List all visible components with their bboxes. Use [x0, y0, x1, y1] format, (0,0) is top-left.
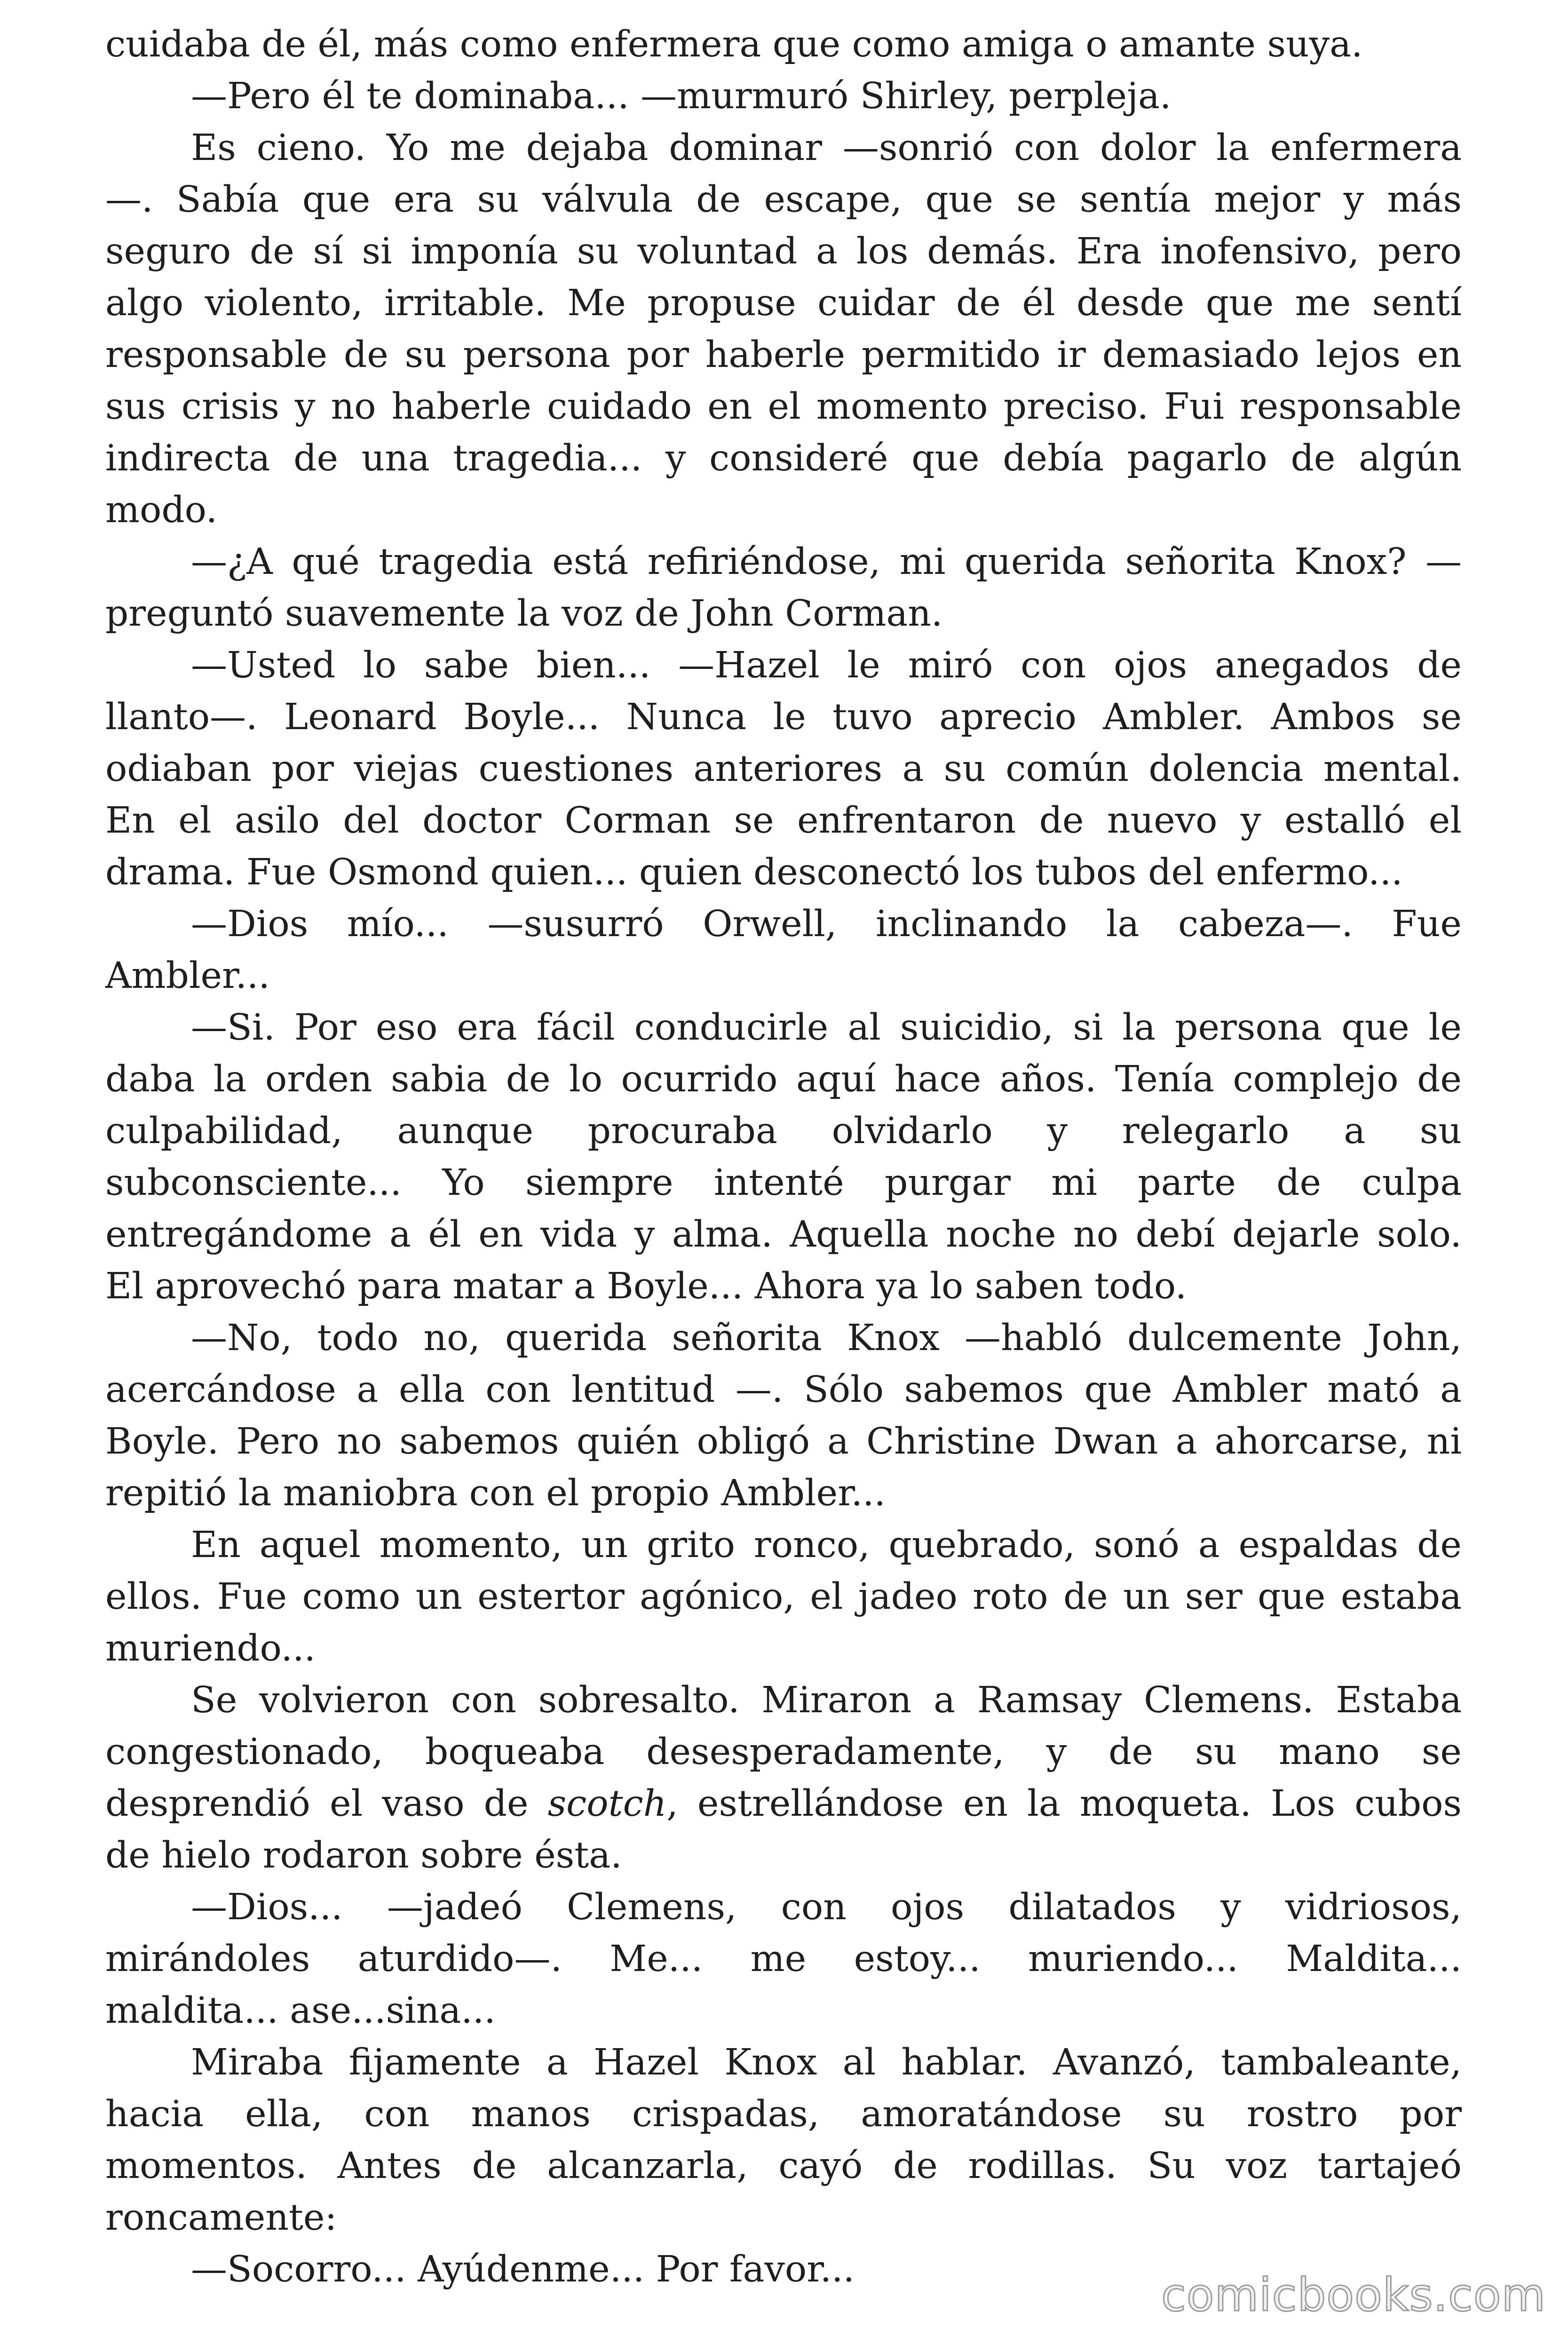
text-line: algo violento, irritable. Me propuse cuidar de él desde que me sentí: [105, 282, 1462, 324]
text-segment: desprendió el vaso de: [105, 1783, 548, 1825]
text-line: sus crisis y no haberle cuidado en el momento preciso. Fui responsable: [105, 386, 1462, 428]
paragraph: [105, 536, 1462, 640]
text-line: Miraba fijamente a Hazel Knox al hablar. Avanzó, tambaleante,: [191, 2042, 1462, 2083]
text-line: —No, todo no, querida señorita Knox —habló dulcemente John,: [191, 1317, 1462, 1359]
text-line: seguro de sí si imponía su voluntad a los demás. Era inofensivo, pero: [105, 230, 1462, 272]
text-line: muriendo...: [105, 1628, 316, 1669]
text-line: mirándoles aturdido—. Me... me estoy... muriendo... Maldita...: [105, 1938, 1462, 1980]
watermark: comicbooks.com: [1161, 2269, 1546, 2321]
paragraph: [105, 898, 1462, 1002]
text-line: preguntó suavemente la voz de John Corman.: [105, 593, 943, 635]
paragraph: [105, 1675, 1462, 1882]
paragraph: [105, 71, 1462, 122]
text-line: drama. Fue Osmond quien... quien desconectó los tubos del enfermo...: [105, 851, 1403, 893]
text-line: Es cieno. Yo me dejaba dominar —sonrió con dolor la enfermera: [191, 127, 1462, 169]
text-line: responsable de su persona por haberle permitido ir demasiado lejos en: [105, 334, 1462, 376]
text-line: —Si. Por eso era fácil conducirle al suicidio, si la persona que le: [191, 1007, 1462, 1049]
text-line: culpabilidad, aunque procuraba olvidarlo y relegarlo a su: [105, 1110, 1462, 1152]
paragraph: [105, 640, 1462, 898]
text-line: Se volvieron con sobresalto. Miraron a Ramsay Clemens. Estaba: [191, 1679, 1462, 1721]
text-line: cuidaba de él, más como enfermera que como amiga o amante suya.: [105, 24, 1363, 65]
text-line: ellos. Fue como un estertor agónico, el jadeo roto de un ser que estaba: [105, 1576, 1462, 1618]
italic-word: scotch: [547, 1783, 667, 1825]
text-line: entregándome a él en vida y alma. Aquella noche no debí dejarle solo.: [105, 1214, 1462, 1255]
text-line: roncamente:: [105, 2197, 337, 2239]
text-line: maldita... ase...sina...: [105, 1990, 496, 2032]
paragraph: [105, 19, 1462, 71]
text-segment: , estrellándose en la moqueta. Los cubos: [666, 1783, 1462, 1825]
paragraph: [105, 2037, 1462, 2244]
paragraph: [105, 122, 1462, 536]
text-line: indirecta de una tragedia... y consideré que debía pagarlo de algún: [105, 437, 1462, 479]
book-page: [105, 19, 1462, 2296]
text-line: El aprovechó para matar a Boyle... Ahora ya lo saben todo.: [105, 1265, 1187, 1307]
text-line: modo.: [105, 489, 218, 531]
text-line: daba la orden sabia de lo ocurrido aquí hace años. Tenía complejo de: [105, 1058, 1462, 1100]
text-line: Ambler...: [105, 955, 270, 997]
text-line: odiaban por viejas cuestiones anteriores a su común dolencia mental.: [105, 748, 1462, 790]
text-line: Boyle. Pero no sabemos quién obligó a Christine Dwan a ahorcarse, ni: [105, 1421, 1462, 1462]
text-line: —. Sabía que era su válvula de escape, que se sentía mejor y más: [105, 179, 1462, 221]
text-line: repitió la maniobra con el propio Ambler...: [105, 1472, 886, 1514]
text-line: momentos. Antes de alcanzarla, cayó de rodillas. Su voz tartajeó: [105, 2145, 1462, 2187]
text-line: acercándose a ella con lentitud —. Sólo sabemos que Ambler mató a: [105, 1369, 1462, 1411]
paragraph: [105, 1002, 1462, 1312]
text-line: [105, 1778, 1462, 1830]
text-line: En el asilo del doctor Corman se enfrentaron de nuevo y estalló el: [105, 800, 1462, 842]
text-line: —¿A qué tragedia está refiriéndose, mi querida señorita Knox? —: [191, 541, 1462, 583]
paragraph: [105, 1882, 1462, 2037]
text-line: —Socorro... Ayúdenme... Por favor...: [191, 2249, 855, 2290]
text-line: subconsciente... Yo siempre intenté purgar mi parte de culpa: [105, 1162, 1462, 1204]
text-line: congestionado, boqueaba desesperadamente, y de su mano se: [105, 1731, 1462, 1773]
text-line: —Usted lo sabe bien... —Hazel le miró con ojos anegados de: [191, 644, 1462, 686]
text-line: llanto—. Leonard Boyle... Nunca le tuvo aprecio Ambler. Ambos se: [105, 696, 1462, 738]
paragraph: [105, 1312, 1462, 1519]
text-line: de hielo rodaron sobre ésta.: [105, 1835, 622, 1876]
text-line: —Pero él te dominaba... —murmuró Shirley, perpleja.: [191, 75, 1172, 117]
text-line: En aquel momento, un grito ronco, quebrado, sonó a espaldas de: [191, 1524, 1462, 1566]
text-line: —Dios mío... —susurró Orwell, inclinando la cabeza—. Fue: [191, 903, 1462, 945]
paragraph: [105, 1519, 1462, 1675]
text-line: hacia ella, con manos crispadas, amoratándose su rostro por: [105, 2093, 1462, 2135]
text-line: —Dios... —jadeó Clemens, con ojos dilatados y vidriosos,: [191, 1886, 1462, 1928]
